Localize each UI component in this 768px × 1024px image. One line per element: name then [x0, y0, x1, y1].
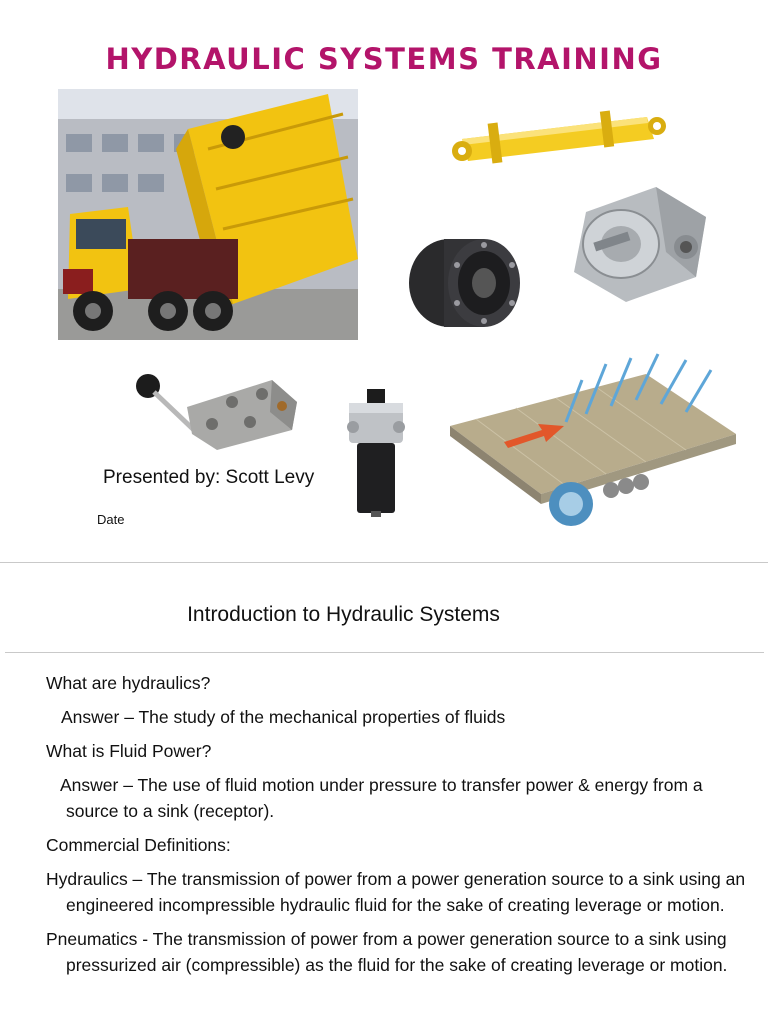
slide-divider	[0, 562, 768, 563]
slide-2-title: Introduction to Hydraulic Systems	[187, 603, 500, 626]
directional-valve-photo	[132, 372, 298, 452]
presenter-text: Presented by: Scott Levy	[103, 467, 315, 488]
answer-fluid-power: Answer – The use of fluid motion under pressure to transfer power & energy from a source to a sink (receptor).	[60, 775, 703, 821]
commercial-definitions: Commercial Definitions:	[46, 835, 231, 855]
pneumatics-definition: Pneumatics - The transmission of power from a power generation source to a sink using pressurized air (compressible) as the fluid for the sake of creating leverage or motion.	[46, 929, 728, 975]
slide-title: HYDRAULIC SYSTEMS TRAINING	[105, 42, 663, 76]
question-fluid-power: What is Fluid Power?	[46, 741, 212, 761]
slide-2-body	[46, 670, 746, 986]
date-text: Date	[97, 512, 125, 527]
hydraulic-motor-photo	[404, 225, 522, 335]
hydraulic-cylinder-photo	[452, 99, 667, 179]
gear-pump-photo	[566, 182, 710, 304]
dump-truck-photo	[58, 89, 358, 340]
question-hydraulics: What are hydraulics?	[46, 673, 211, 693]
hydraulic-filter-photo	[345, 389, 407, 517]
answer-hydraulics: Answer – The study of the mechanical properties of fluids	[61, 707, 506, 727]
heat-exchanger-photo	[446, 344, 738, 532]
hydraulics-definition: Hydraulics – The transmission of power from a power generation source to a sink using an engineered incompressible hydraulic fluid for the sake of creating leverage or motion.	[46, 869, 746, 915]
title-divider	[5, 652, 764, 653]
